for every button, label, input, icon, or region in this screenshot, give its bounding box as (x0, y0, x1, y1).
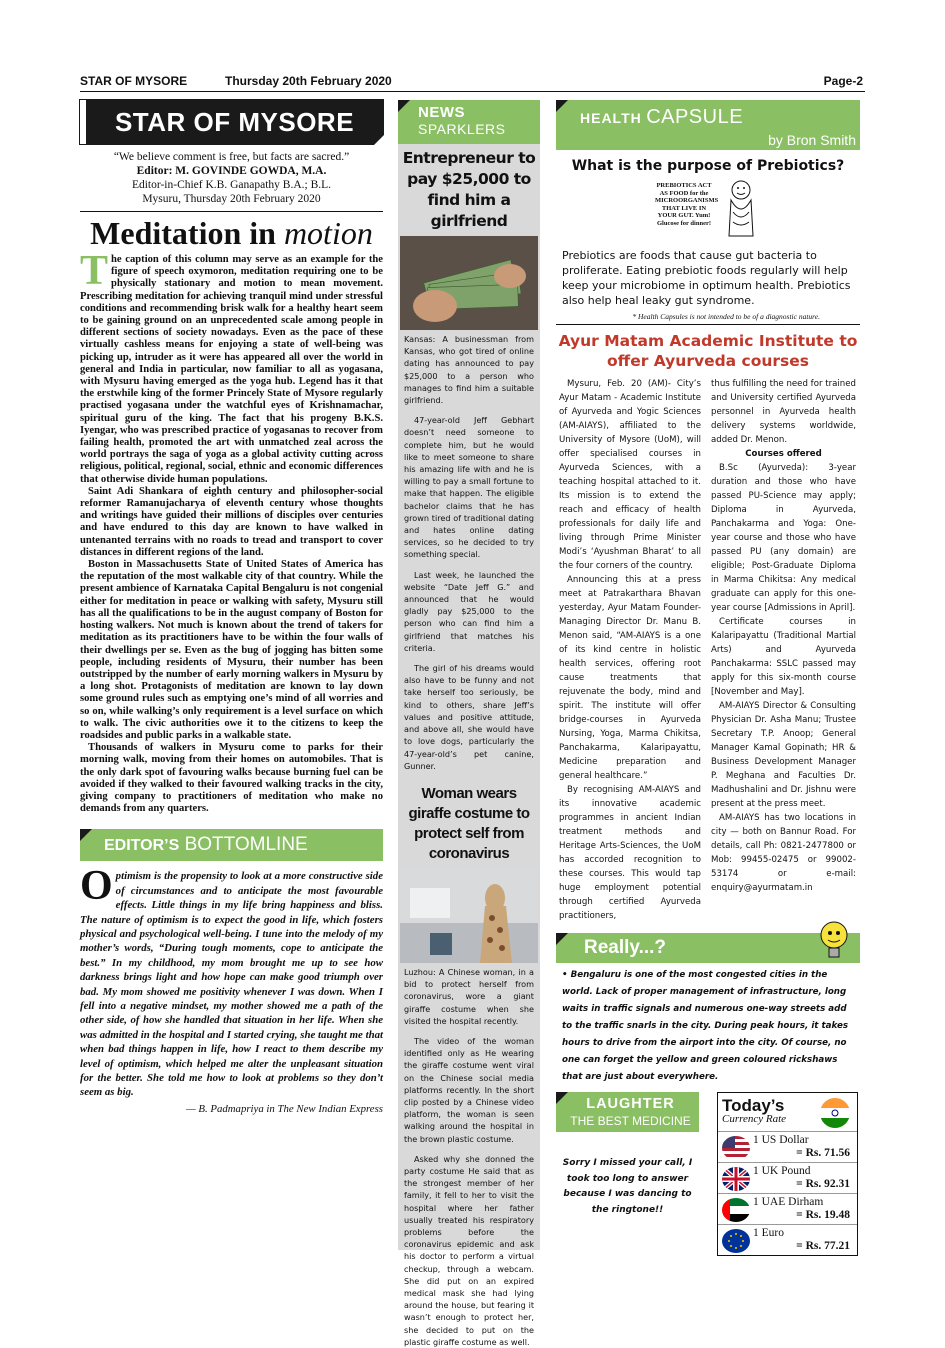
health-question: What is the purpose of Prebiotics? (571, 158, 845, 174)
ayur-title: Ayur Matam Academic Institute to offer Ayurveda courses (558, 332, 858, 370)
editorial-title: Meditation in motion (90, 215, 373, 251)
uae-flag-icon (722, 1198, 750, 1222)
health-body: Prebiotics are foods that cause gut bacteria to proliferate. Eating prebiotic foods regularly will help keep your microbiome in optimum health. Prebiotics also help heal leaky gut syndrome. (562, 249, 851, 307)
money-photo (400, 236, 538, 330)
editorial-body: The caption of this column may serve as an example for the figure of speech oxymoron, meditation requiring one to be physically stationary and motion to mean movement. Prescribing meditation for achieving tranquil mind under stressful conditions and recommending brisk walk for a healthy heart seem to be gaining ground on an unprecedented scale among people in different sections of society nowadays. Even as the pace of these virtually cashless means for enjoying a state of well-being was picking up, intruder as it were has appeared all over the world in general and India in particular, now familiar to all as yogasana, with Mysuru having emerged as the yoga hub. Legend has it that the erstwhile king of the former Princely State of Mysore regularly practised yogasana under the watchful eyes of Krishnamachar, spiritual guru of the king. The fact that his progeny B.K.S. Iyengar, who was prescribed practice of yogasanas to recover from failing health, promoted the art with unmatched zeal across the world portrays the saga of yoga as a global activity cutting across religious, political, regional, social, ethnic and economic differences that otherwise divide human populations. Saint Adi Shankara of eighth century and philosopher-social reformer Ramanujacharya of eleventh century whose thoughts and writings have guided their millions of disciples over centuries and have endured to this day are known to have walked in untenanted terrains with no roads to tread and transport to cover distances in different regions of the land. Boston in Massachusetts State of United States of America has the reputation of the most walkable city of that country. While the present ambience of Karnataka Capital Bengaluru is not congenial either for meditation in peace or walking with safety, Mysuru still has all the qualifications to be in the august company of Boston for hosting walkers. Not much is known about the trend of takers for meditation as its practitioners have to be within the four walls of their dwellings per se. Even as the bug of jogging has bitten some people, including residents of Mysuru, their number has been outstripped by the number of early morning walkers in Mysuru by a long shot. Protagonists of meditation are known to lay down some ground rules such as emptying one’s mind of all worries and so on, while walking’s only requirement is a level surface on which to walk. The civic authorities owe it to the citizens to keep the roadsides and public parks in a walkable state. Thousands of walkers in Mysuru come to parks for their morning walk, moving from their homes on automobiles. That is the only dark spot of favouring walks because burning fuel can be avoided if they walked to their favoured walking tracks in the city, giving company to practitioners of meditation who make no demands from any quarters. (80, 248, 383, 815)
bottomline-credit: — B. Padmapriya in The New Indian Express (186, 1102, 383, 1115)
prebiotics-cartoon: PREBIOTICS ACT AS FOOD for the MICROORGANISMS THAT LIVE IN YOUR GUT. Yum! Glucose for dinner! (653, 178, 763, 244)
ayur-article: Mysuru, Feb. 20 (AM)- City’s Ayur Matam - Academic Institute of Ayurveda and Yogic Sciences (AM-AIAYS), affiliated to the University of Mysore (UoM), will offer specialised courses in Ayurveda Sciences, with a teaching hospital attached to it. Its mission is to extend the reach and efficacy of health professionals for daily life and living through Prime Minister Modi’s ‘Ayushman Bharat’ to all the four corners of the country. Announcing this at a press meet at Patrakarthara Bhavan yesterday, Ayur Matam Founder-Managing Director Dr. Manu B. Menon said, “AM-AIAYS is a one of its kind centre in holistic health services, offering root cause treatments that rejuvenate the body, mind and spirit. The institute will offer bridge-courses in Ayurveda Nursing, Yoga, Marma Chikitsa, Panchakarma, Kalaripayattu, Medicine preparation and general healthcare.” By recognising AM-AIAYS and its innovative academic programmes in ancient Indian treatment methods and Heritage Arts-Sciences, the UoM has accorded recognition to these courses. This would tap huge employment potential through certified Ayurveda practitioners, thus fulfilling the need for trained and University certified Ayurveda personnel in Ayurveda health delivery systems worldwide, added Dr. Menon. Courses offered B.Sc (Ayurveda): 3-year duration and those who have passed PU-Science may apply; Diploma in Ayurveda, Panchakarma and Yoga: One-year course and those who have passed PU (any domain) are eligible; Post-Graduate Diploma in Marma Chikitsa: Any medical graduate can apply for this one-year course [Admissions in April]. Certificate courses in Kalaripayattu (Traditional Martial Arts) and Ayurveda Panchakarma: SSLC passed may apply for this six-month course [November and May]. AM-AIAYS Director & Consulting Physician Dr. Asha Manu; Trustee Secretary T.P. Anoop; General Manager Kamal Gopinath; HR & Business Development Manager P. Meghana and Faculties Dr. Madhushalini and Dr. Jishnu were present at the press meet. AM-AIAYS has two locations in city — both on Bannur Road. For details, call Ph: 0821-2477800 or Mob: 99455-02475 or 99002-53174 or e-mail: enquiry@ayurmatam.in (559, 379, 856, 921)
news-banner: NEWS SPARKLERS (398, 100, 540, 144)
really-banner: Really...? (556, 933, 860, 963)
chief-line: Editor-in-Chief K.B. Ganapathy B.A.; B.L. (131, 179, 332, 191)
story1-body: Kansas: A businessman from Kansas, who got tired of online dating has announced to pay $25,000 to a person who manages to find him a suitable girlfriend. 47-year-old Jeff Gebhart doesn’t need someone to complete him, but he would like to meet someone to share his amazing life with and he is willing to pay a small fortune to make that happen. The eligible bachelor claims that he has grown tired of traditional dating and hates online dating services, so he decided to try something special. Last week, he launched the website “Date Jeff G.” and announced that he would gladly pay $25,000 to the person who can find him a girlfriend that matches his criteria. The girl of his dreams would also have to be funny and not take herself too seriously, be kind to others, share Jeff’s values and positive attitude, and above all, she would have to love dogs, particularly the 47-year-old’s pet canine, Gunner. (404, 334, 534, 771)
currency-title: Today’s (722, 1096, 785, 1115)
currency-box (717, 1092, 858, 1256)
eu-flag-icon (722, 1229, 750, 1253)
drop-cap: T (80, 248, 109, 294)
right-column (556, 100, 860, 1256)
bottomline-banner: EDITOR’S BOTTOMLINE (80, 829, 383, 861)
masthead: STAR OF MYSORE (80, 100, 383, 144)
news-sparklers-column (398, 100, 540, 1347)
currency-row-aed: 1 UAE Dirham = Rs. 19.48 (718, 1193, 857, 1224)
currency-row-eur: 1 Euro = Rs. 77.21 (718, 1224, 857, 1255)
us-flag-icon (722, 1136, 750, 1160)
currency-row-gbp: 1 UK Pound = Rs. 92.31 (718, 1162, 857, 1193)
page-header (80, 72, 865, 92)
masthead-info (80, 150, 383, 206)
health-note: * Health Capsules is not intended to be of a diagnostic nature. (632, 312, 820, 321)
courses-heading: Courses offered (745, 449, 822, 459)
editorial-column (80, 100, 383, 1116)
uk-flag-icon (722, 1167, 750, 1191)
story1-title: Entrepreneur to pay $25,000 to find him a girlfriend (402, 149, 536, 230)
story2-body: Luzhou: A Chinese woman, in a bid to protect herself from coronavirus, wore a giant giraffe costume when she visited the hospital recently. The video of the woman identified only as He wearing the giraffe costume went viral on the Chinese social media platforms recently. In the short clip posted by a Chinese video platform, the woman is seen walking around the hospital in the brown plastic costume. Asked why she donned the party costume He said that as the strongest member of her family, it fell to her to visit the hospital where her father usually treated his respiratory problems before the coronavirus epidemic and ask his doctor to perform a virtual checkup, through a webcam. She did put on an expired medical mask she had lying around the house, but fearing it wasn’t enough to protect her, she decided to put on the plastic giraffe costume as well. (404, 966, 534, 1347)
currency-row-usd: 1 US Dollar = Rs. 71.56 (718, 1131, 857, 1162)
story1-caption: Kansas: A businessman from Kansas, who got tired of online dating has announced to pay $25,000 to a person who manages to find him a suitable girlfriend. (404, 334, 534, 406)
really-text: • Bengaluru is one of the most congested cities in the world. Lack of proper management of infrastructure, long waits in traffic signals and numerous one-way streets add to the traffic snarls in the city. During peak hours, it takes hours to drive from the airport into the city. Of course, no one can forget the yellow and green coloured rickshaws that are just about everywhere. (562, 970, 849, 1082)
bottomline-body: Optimism is the propensity to look at a more constructive side of circumstances and to anticipate the most favourable effects. Little things in my life bring happiness and bliss. The nature of optimism is to expect the good in life, which fosters physical and psychological well-being. I tune into the melody of my mother’s words, “During tough moments, cope to anticipate the best.” In my childhood, my mom brought me up to see how darkness brings light and how hope can make good triumph over bad. My mom showed me positivity whenever I was down. When I fell into a negative mindset, my mother showed me a path of the other side, of how she handled that situation in her life. When she was admitted in the hospital and I started crying, she taught me that when bad things happen in life, how I react to them describe my level of optimism, which helped me alter the unpleasant situation for the better. She told me how to look at problems so they don’t seem as big. — B. Padmapriya in The New Indian Express (80, 863, 383, 1115)
dateline: Mysuru, Thursday 20th February 2020 (142, 193, 321, 205)
currency-subtitle: Currency Rate (722, 1113, 787, 1125)
story2-title: Woman wears giraffe costume to protect self from coronavirus (408, 784, 530, 862)
laughter-banner: LAUGHTER THE BEST MEDICINE (556, 1092, 699, 1132)
motto: “We believe comment is free, but facts are sacred.” (113, 151, 350, 163)
laughter-joke: Sorry I missed your call, I took too long to answer because I was dancing to the ringtone!! (562, 1158, 693, 1215)
india-flag-icon (819, 1097, 851, 1129)
header-page: Page-2 (823, 74, 863, 88)
header-paper: STAR OF MYSORE (80, 74, 188, 88)
bulb-icon (816, 919, 852, 963)
health-capsule-banner: HEALTH CAPSULE by Bron Smith (556, 100, 860, 150)
giraffe-photo (400, 868, 538, 963)
editor-line: Editor: M. GOVINDE GOWDA, M.A. (136, 165, 327, 177)
header-date: Thursday 20th February 2020 (225, 74, 392, 88)
story2-caption: Luzhou: A Chinese woman, in a bid to protect herself from coronavirus, wore a giant giraffe costume when she visited the hospital recently. (404, 966, 534, 1026)
health-byline: by Bron Smith (768, 132, 856, 148)
